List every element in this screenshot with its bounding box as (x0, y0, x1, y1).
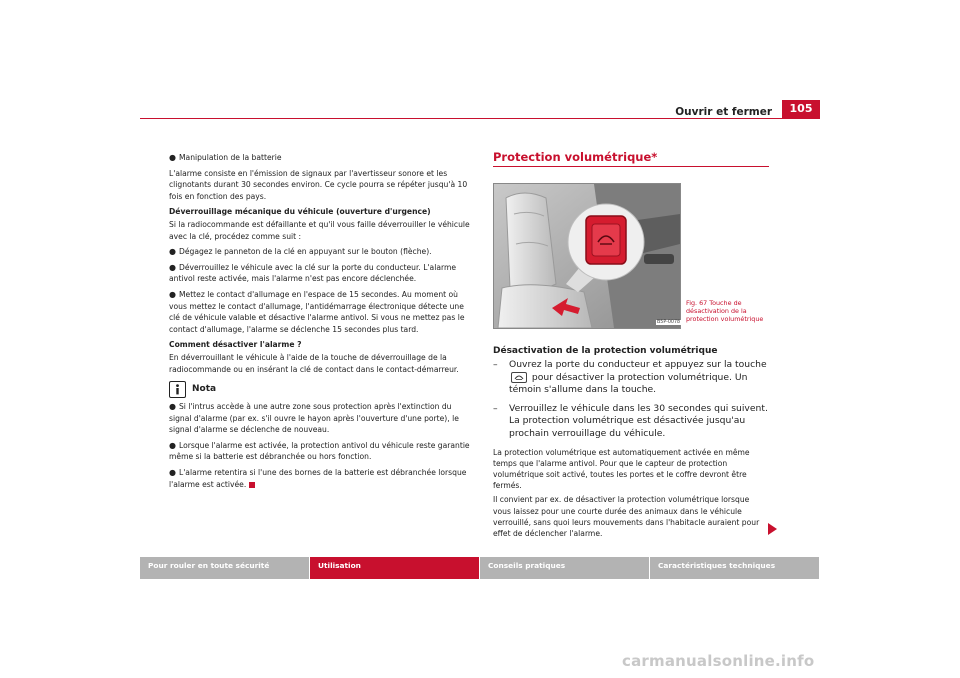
bullet-item: ● Dégagez le panneton de la clé en appuyant sur le bouton (flèche). (169, 247, 432, 257)
bullet-icon: ● (169, 289, 176, 299)
bullet-icon: ● (169, 468, 176, 478)
nota-label: Nota (192, 383, 217, 394)
alarm-paragraph: L'alarme consiste en l'émission de signaux par l'avertisseur sonore et les clignotants durant 30 secondes environ. Ce cycle pourra se répéter jusqu'à 10 fois en fonction des pays. (169, 168, 468, 201)
info-paragraph: La protection volumétrique est automatiquement activée en même temps que l'alarme antivol. Pour que le capteur de protection volumétrique soit activé, toutes les portes et le coffre devront être fermés. (493, 447, 750, 491)
step-item: – Verrouillez le véhicule dans les 30 secondes qui suivent. La protection volumétrique est désactivée jusqu'au prochain verrouillage du véhicule. (493, 402, 768, 439)
right-column-title-area (493, 152, 769, 167)
disable-alarm-heading: Comment désactiver l'alarme ? (169, 340, 302, 350)
right-column-body (493, 346, 769, 542)
bullet-item: ● Déverrouillez le véhicule avec la clé sur la porte du conducteur. L'alarme antivol reste activée, mais l'alarme n'est pas encore déclenchée. (169, 262, 457, 284)
bullet-icon: ● (169, 262, 176, 272)
nota-heading (169, 381, 475, 398)
section-title: Protection volumétrique* (493, 152, 769, 167)
volumetric-button-icon (511, 372, 527, 383)
bullet-icon: ● (169, 402, 176, 412)
figure-code: B5P-0078 (657, 320, 681, 325)
watermark: carmanualsonline.info (622, 652, 815, 670)
step-item: – Ouvrez la porte du conducteur et appuyez sur la touche pour désactiver la protection volumétrique. Un témoin s'allume dans la touche. (493, 359, 767, 396)
tab-utilisation[interactable]: Utilisation (310, 557, 480, 579)
mechanical-unlock-paragraph: Si la radiocommande est défaillante et qu'il vous faille déverrouiller le véhicule avec la clé, procédez comme suit : (169, 219, 470, 241)
deactivation-heading: Désactivation de la protection volumétrique (493, 346, 718, 356)
info-paragraph: Il convient par ex. de désactiver la protection volumétrique lorsque vous laissez pour une courte durée des animaux dans le véhicule verrouillé, sans quoi leurs mouvements dans l'habitacle auraient pour effet de déclencher l'alarme. (493, 495, 760, 538)
bullet-item: ● Manipulation de la batterie (169, 153, 282, 162)
tab-practical-tips[interactable]: Conseils pratiques (480, 557, 650, 579)
tab-technical-specs[interactable]: Caractéristiques techniques (650, 557, 820, 579)
disable-alarm-paragraph: En déverrouillant le véhicule à l'aide de la touche de déverrouillage de la radiocommande ou en insérant la clé de contact dans le contact-démarreur. (169, 352, 459, 374)
figure-seat-button (493, 183, 681, 329)
mechanical-unlock-heading: Déverrouillage mécanique du véhicule (ouverture d'urgence) (169, 207, 431, 217)
page-number: 105 (782, 100, 820, 118)
nota-bullet: ● L'alarme retentira si l'une des bornes de la batterie est débranchée lorsque l'alarme est activée. (169, 468, 467, 489)
header-rule (140, 118, 820, 119)
page-header-title: Ouvrir et fermer (675, 106, 772, 118)
end-of-section-icon (249, 482, 255, 488)
bullet-item: ● Mettez le contact d'allumage en l'espace de 15 secondes. Au moment où vous mettez le contact d'allumage, l'antidémarrage électronique détecte une clé de véhicule valable et désactive l'alarme antivol. Si vous ne mettez pas le contact d'allumage, l'alarme se déclenche 15 secondes plus tard. (169, 289, 465, 334)
figure-caption: Fig. 67 Touche de désactivation de la protection volumétrique (686, 299, 764, 323)
note-icon (169, 381, 186, 398)
tab-safety[interactable]: Pour rouler en toute sécurité (140, 557, 310, 579)
footer-nav (140, 557, 820, 579)
bullet-icon: ● (169, 440, 176, 450)
left-column (169, 152, 475, 494)
nota-bullet: ● Si l'intrus accède à une autre zone sous protection après l'extinction du signal d'alarme (par ex. s'il ouvre le hayon après l'ouverture d'une porte), le signal d'alarme se déclenche de nouveau. (169, 402, 459, 435)
step-dash: – (493, 402, 498, 414)
step-dash: – (493, 359, 498, 370)
nota-bullet: ● Lorsque l'alarme est activée, la protection antivol du véhicule reste garantie même si la batterie est débranchée ou hors fonction. (169, 440, 470, 462)
next-page-arrow-icon[interactable] (768, 523, 777, 535)
bullet-icon: ● (169, 247, 176, 257)
bullet-icon: ● (169, 153, 176, 162)
car-interior-illustration (494, 184, 680, 328)
